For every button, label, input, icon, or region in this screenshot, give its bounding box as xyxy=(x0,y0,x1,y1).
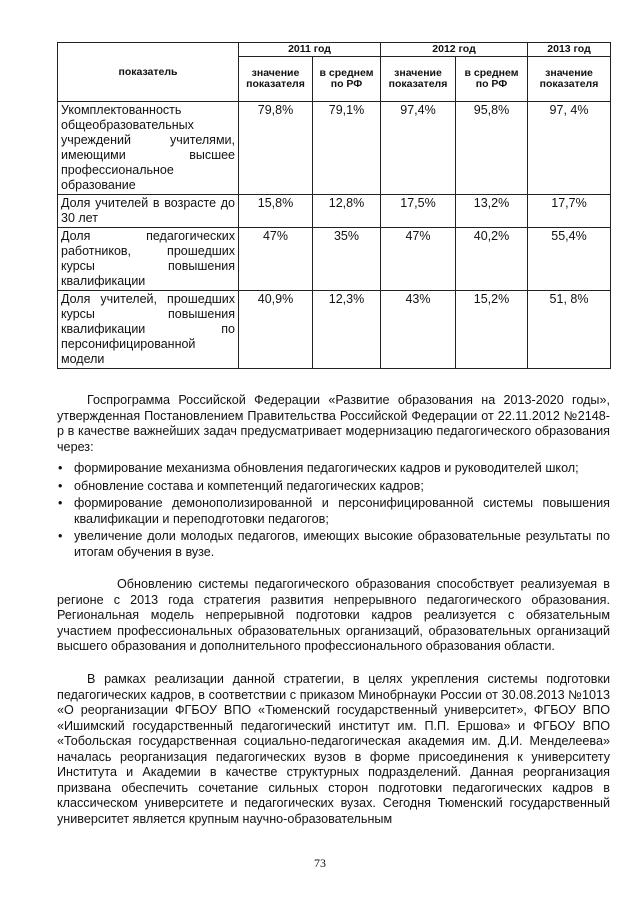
bullet-icon: • xyxy=(58,478,63,493)
paragraph-reorganization: В рамках реализации данной стратегии, в целях укрепления системы подготовки педагогических кадров, в соответствии с приказом Минобрнауки России от 30.08.2013 №1013 «О реорганизации ФГБОУ ВПО «Тюменский государственный университет», ФГБОУ ВПО «Ишимский государственный педагогический институт им. П.П. Ершова» и ФГБОУ ВПО «Тобольская государственная социально-педагогическая академия им. Д.И. Менделеева» началась реорганизация педагогических вузов в форме присоединения к университету Института и Академии в качестве структурных подразделений. Данная реорганизация призвана обеспечить сочетание сильных сторон подготовки педагогических кадров в классическом университете и педагогических вузах. Сегодня Тюменский государственный университет является крупным научно-образовательным xyxy=(57,672,610,826)
header-year-2012: 2012 год xyxy=(381,43,528,57)
header-year-2013: 2013 год xyxy=(528,43,611,57)
table-row xyxy=(58,291,611,369)
header-sub: в среднем по РФ xyxy=(456,57,528,102)
header-sub: значение показателя xyxy=(528,57,611,102)
list-item xyxy=(57,529,610,560)
row-value: 40,2% xyxy=(456,228,528,291)
row-value: 17,5% xyxy=(381,195,456,228)
page-number: 73 xyxy=(314,856,326,870)
row-value: 12,8% xyxy=(313,195,381,228)
list-item xyxy=(57,496,610,527)
header-indicator: показатель xyxy=(58,43,239,102)
row-value: 12,3% xyxy=(313,291,381,369)
row-value: 47% xyxy=(381,228,456,291)
row-value: 55,4% xyxy=(528,228,611,291)
list-item-text: формирование демонополизированной и персонифицированной системы повышения квалификации и переподготовки педагогов; xyxy=(74,496,610,526)
row-value: 47% xyxy=(239,228,313,291)
row-value: 13,2% xyxy=(456,195,528,228)
row-value: 43% xyxy=(381,291,456,369)
row-value: 35% xyxy=(313,228,381,291)
table-row xyxy=(58,102,611,195)
row-value: 97, 4% xyxy=(528,102,611,195)
indicators-table xyxy=(57,42,611,369)
row-label: Доля педагогических работников, прошедших курсы повышения квалификации xyxy=(58,228,239,291)
bullet-icon: • xyxy=(58,529,63,543)
list-item xyxy=(57,461,610,477)
row-label: Доля учителей в возрасте до 30 лет xyxy=(58,195,239,228)
row-value: 51, 8% xyxy=(528,291,611,369)
table-row xyxy=(58,228,611,291)
table-row xyxy=(58,195,611,228)
row-value: 95,8% xyxy=(456,102,528,195)
row-value: 15,2% xyxy=(456,291,528,369)
row-value: 79,8% xyxy=(239,102,313,195)
task-list xyxy=(57,461,610,562)
row-value: 40,9% xyxy=(239,291,313,369)
header-sub: в среднем по РФ xyxy=(313,57,381,102)
row-label: Доля учителей, прошедших курсы повышения квалификации по персонифицированной модели xyxy=(58,291,239,369)
bullet-icon: • xyxy=(58,496,63,510)
row-label: Укомплектованность общеобразовательных учреждений учителями, имеющими высшее профессиональное образование xyxy=(58,102,239,195)
bullet-icon: • xyxy=(58,461,63,475)
paragraph-strategy: Обновлению системы педагогического образования способствует реализуемая в регионе с 2013 года стратегия развития непрерывного педагогического образования. Региональная модель непрерывной подготовки кадров реализуется с обязательным участием профессиональных образовательных организаций, образовательных организаций высшего образования и дополнительного профессионального образования области. xyxy=(57,577,610,653)
paragraph-state-program: Госпрограмма Российской Федерации «Развитие образования на 2013-2020 годы», утвержденная Постановлением Правительства Российской Федерации от 22.11.2012 №2148-р в качестве важнейших задач предусматривает модернизацию педагогического образования через: xyxy=(57,393,610,454)
header-year-2011: 2011 год xyxy=(239,43,381,57)
header-sub: значение показателя xyxy=(239,57,313,102)
row-value: 79,1% xyxy=(313,102,381,195)
row-value: 17,7% xyxy=(528,195,611,228)
list-item-text: формирование механизма обновления педагогических кадров и руководителей школ; xyxy=(74,461,579,475)
row-value: 97,4% xyxy=(381,102,456,195)
table-header-row-years xyxy=(58,43,611,57)
list-item xyxy=(57,479,610,495)
header-sub: значение показателя xyxy=(381,57,456,102)
row-value: 15,8% xyxy=(239,195,313,228)
list-item-text: увеличение доли молодых педагогов, имеющих высокие образовательные результаты по итогам обучения в вузе. xyxy=(74,529,610,559)
list-item-text: обновление состава и компетенций педагогических кадров; xyxy=(74,478,424,493)
